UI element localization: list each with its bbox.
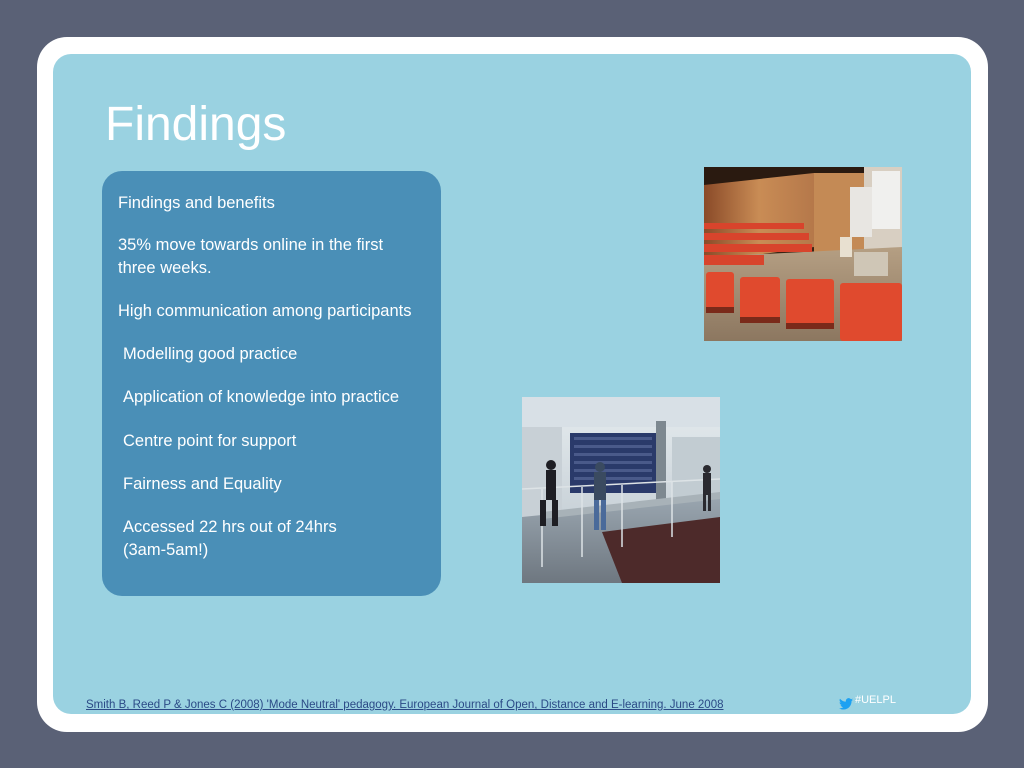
findings-item: Accessed 22 hrs out of 24hrs (3am-5am!) bbox=[123, 518, 337, 559]
findings-item: 35% move towards online in the first three weeks. bbox=[118, 236, 384, 277]
findings-item: Application of knowledge into practice bbox=[123, 388, 400, 406]
findings-item: High communication among participants bbox=[118, 302, 412, 320]
hashtag bbox=[839, 690, 896, 710]
findings-item: Fairness and Equality bbox=[123, 475, 282, 493]
atrium-photo bbox=[522, 397, 720, 583]
findings-heading: Findings and benefits bbox=[118, 194, 275, 212]
findings-content-box bbox=[102, 171, 441, 596]
findings-item: Centre point for support bbox=[123, 432, 297, 450]
hashtag-label: #UELPL bbox=[855, 694, 896, 706]
citation-link[interactable]: Smith B, Reed P & Jones C (2008) 'Mode Neutral' pedagogy. European Journal of Open, Distance and E-learning. June 2008 bbox=[86, 699, 724, 711]
lecture-theatre-photo bbox=[704, 167, 902, 341]
slide-title: Findings bbox=[105, 98, 287, 151]
twitter-bird-icon bbox=[839, 698, 853, 710]
findings-item: Modelling good practice bbox=[123, 345, 298, 363]
